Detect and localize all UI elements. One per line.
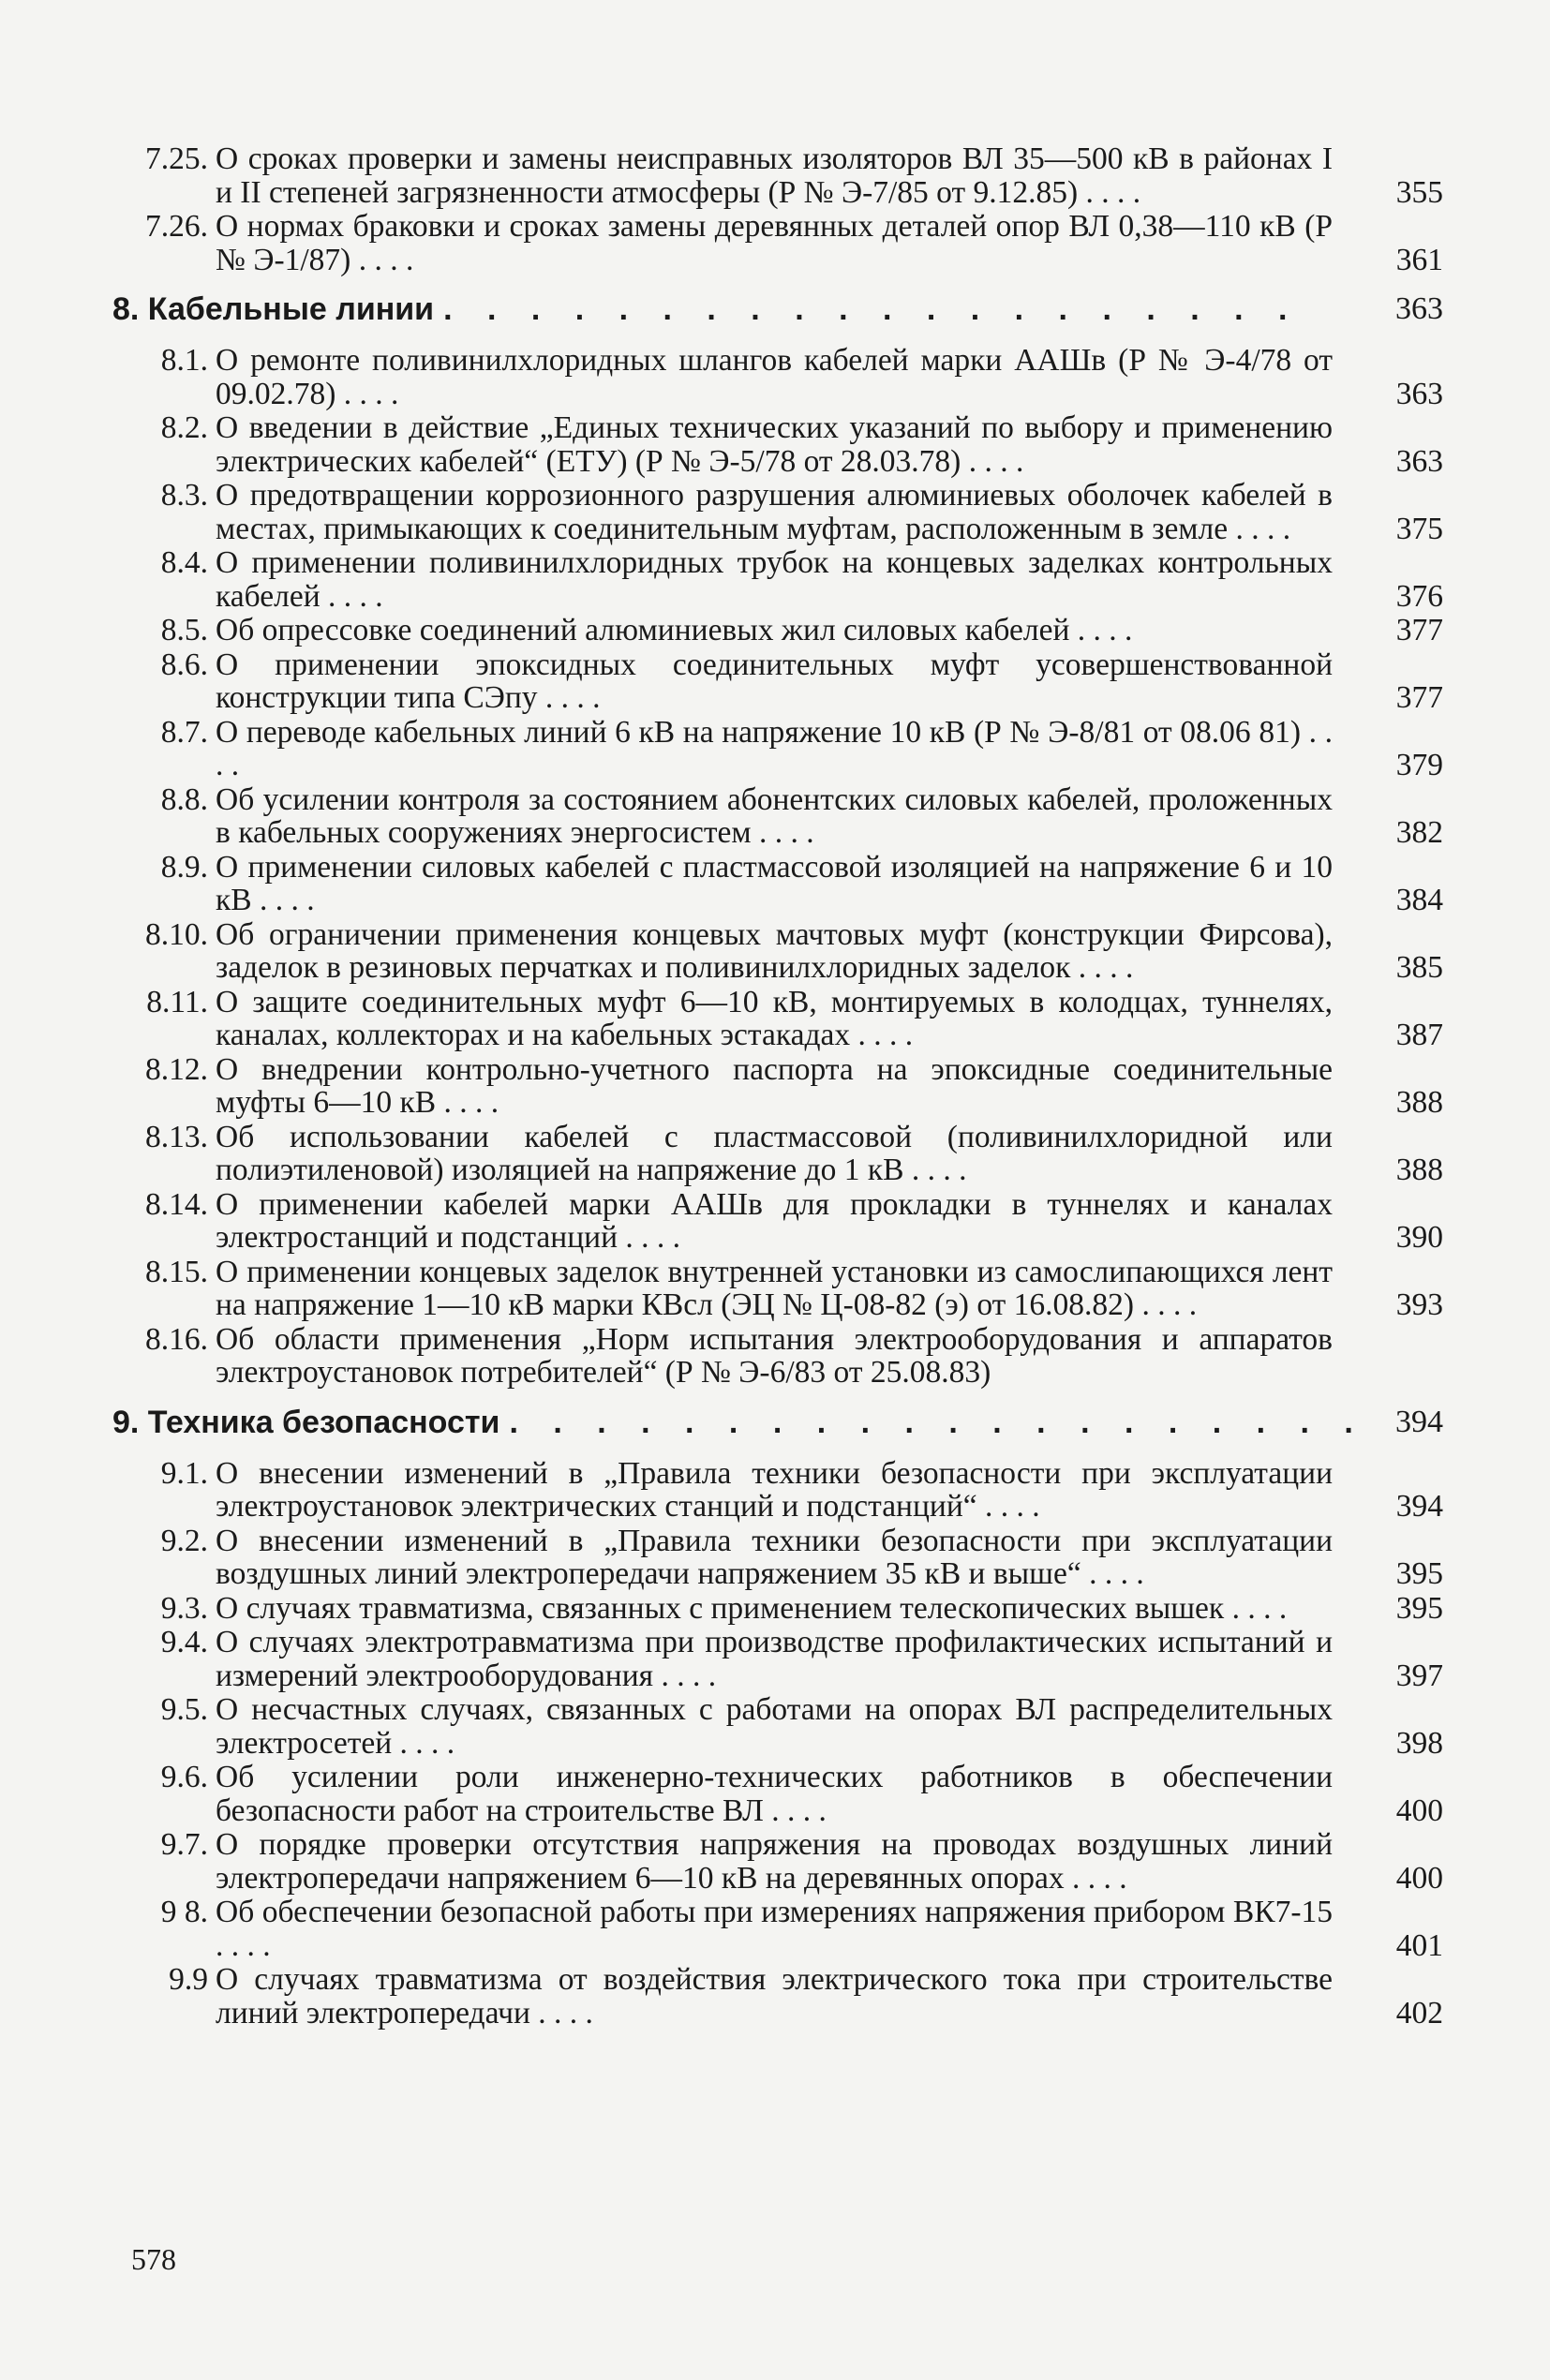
toc-entry-number: 8.4. xyxy=(160,545,208,580)
toc-entry-title: О внесении изменений в „Правила техники безопасности при эксплуатации воздушных линий электропередачи напряжением 35 кВ и выше“ xyxy=(216,1523,1333,1591)
toc-entry xyxy=(112,1525,1443,1591)
toc-entry-number: 9.6. xyxy=(160,1760,208,1794)
toc-entry-title: О несчастных случаях, связанных с работами на опорах ВЛ распределительных электросетей xyxy=(216,1692,1333,1761)
leader-dots: . . . . xyxy=(392,1725,455,1761)
toc-page-number: 363 xyxy=(1395,443,1443,479)
toc-entry-body xyxy=(216,1626,1333,1692)
toc-entry-title: О порядке проверки отсутствия напряжения на проводах воздушных линий электропередачи напряжением 6—10 кВ на деревянных опорах xyxy=(216,1827,1333,1896)
toc-entry xyxy=(112,344,1443,410)
leader-dots: . . . . xyxy=(1224,1590,1288,1626)
toc-entry-body xyxy=(216,851,1333,917)
toc-entry xyxy=(112,1592,1443,1626)
toc-entry-number: 8.11. xyxy=(146,984,208,1019)
toc-page-number: 401 xyxy=(1395,1927,1443,1963)
toc-entry-title: О случаях травматизма, связанных с применением телескопических вышек xyxy=(216,1590,1225,1626)
toc-entry xyxy=(112,479,1443,545)
toc-entry-title: О применении концевых заделок внутренней установки из самослипающихся лент на напряжение 1—10 кВ марки КВсл (ЭЦ № Ц-08-82 (э) от 16.08.82) xyxy=(216,1254,1333,1322)
toc-entry-title: О внесении изменений в „Правила техники безопасности при эксплуатации электроустановок электрических станций и подстанций“ xyxy=(216,1455,1333,1524)
toc-page-number: 393 xyxy=(1395,1287,1443,1322)
toc-page-number: 397 xyxy=(1395,1658,1443,1693)
toc-page-number: 377 xyxy=(1395,613,1443,647)
section-heading-title: 9. Техника безопасности xyxy=(112,1404,500,1440)
leader-dots: . . . . xyxy=(961,443,1024,479)
leader-dots: . . . . xyxy=(335,376,399,411)
table-of-contents xyxy=(112,142,1443,2030)
toc-entry-body xyxy=(216,1323,1333,1390)
toc-entry xyxy=(112,716,1443,782)
toc-entry-number: 8.8. xyxy=(160,781,208,817)
toc-entry-title: Об усилении контроля за состоянием абонентских силовых кабелей, проложенных в кабельных сооружениях энергосистем xyxy=(216,781,1333,850)
toc-page-number: 363 xyxy=(1395,291,1443,326)
toc-entry xyxy=(112,1053,1443,1120)
toc-page-number: 400 xyxy=(1395,1860,1443,1896)
toc-page-number: 377 xyxy=(1395,680,1443,715)
toc-entry xyxy=(112,1188,1443,1255)
toc-page-number: 400 xyxy=(1395,1792,1443,1828)
toc-page-number: 395 xyxy=(1395,1556,1443,1591)
toc-page-number: 361 xyxy=(1395,242,1443,277)
toc-entry-number: 7.26. xyxy=(145,209,208,244)
leader-dots: . . . . xyxy=(903,1153,967,1187)
toc-entry-number: 8.13. xyxy=(145,1119,208,1154)
leader-dots: . . . . xyxy=(537,680,601,715)
toc-entry-body xyxy=(216,1592,1333,1626)
toc-entry-body xyxy=(216,1963,1333,2030)
toc-page-number: 384 xyxy=(1395,883,1443,917)
toc-entry-body xyxy=(216,1256,1333,1322)
toc-entry-body xyxy=(216,1896,1333,1962)
toc-page-number: 385 xyxy=(1395,950,1443,985)
toc-entry-body xyxy=(216,1828,1333,1895)
toc-page-number: 402 xyxy=(1395,1995,1443,2030)
toc-entry-number: 7.25. xyxy=(145,141,208,176)
toc-entry-number: 9.2. xyxy=(160,1523,208,1558)
leader-dots: . . . . xyxy=(350,242,414,277)
toc-entry-title: О защите соединительных муфт 6—10 кВ, монтируемых в колодцах, туннелях, каналах, коллекторах и на кабельных эстакадах xyxy=(216,984,1333,1052)
toc-entry-body xyxy=(216,986,1333,1052)
toc-entry-number: 9.3. xyxy=(160,1590,208,1626)
toc-entry xyxy=(112,1828,1443,1895)
toc-entry-title: О внедрении контрольно-учетного паспорта на эпоксидные соединительные муфты 6—10 кВ xyxy=(216,1051,1333,1120)
toc-entry-body xyxy=(216,614,1333,647)
toc-entry-body xyxy=(216,1121,1333,1187)
toc-entry-title: О ремонте поливинилхлоридных шлангов кабелей марки ААШв (Р № Э-4/78 от 09.02.78) xyxy=(216,343,1333,411)
toc-page-number: 355 xyxy=(1395,174,1443,210)
toc-entry-number: 8.1. xyxy=(160,343,208,378)
leader-dots: . . . . xyxy=(653,1658,717,1693)
toc-entry xyxy=(112,1256,1443,1322)
toc-entry-number: 9.9 xyxy=(169,1962,208,1997)
toc-entry-body xyxy=(216,411,1333,478)
leader-dots: . . . . xyxy=(850,1018,914,1052)
toc-entry-body xyxy=(216,210,1333,276)
section-heading-title: 8. Кабельные линии xyxy=(112,291,435,327)
leader-dots: . . . . xyxy=(618,1220,681,1255)
toc-entry xyxy=(112,1323,1443,1390)
toc-page-number: 388 xyxy=(1395,1085,1443,1120)
toc-entry-body xyxy=(216,783,1333,850)
toc-entry-title: О применении эпоксидных соединительных муфт усовершенствованной конструкции типа СЭпу xyxy=(216,647,1333,715)
toc-page-number: 375 xyxy=(1395,511,1443,546)
toc-entry xyxy=(112,986,1443,1052)
toc-entry-number: 8.6. xyxy=(160,647,208,682)
leader-dots: . . . . xyxy=(216,1927,271,1963)
toc-entry-number: 8.14. xyxy=(145,1186,208,1222)
toc-entry-number: 8.2. xyxy=(160,410,208,445)
leader-dots: . . . . xyxy=(251,883,315,917)
toc-entry-number: 9.5. xyxy=(160,1692,208,1727)
toc-page-number: 382 xyxy=(1395,815,1443,850)
toc-entry-body xyxy=(216,918,1333,985)
toc-entry-body xyxy=(216,1457,1333,1524)
toc-entry-title: О предотвращении коррозионного разрушения алюминиевых оболочек кабелей в местах, примыкающих к соединительным муфтам, расположенным в земле xyxy=(216,478,1333,546)
toc-entry-body xyxy=(216,1761,1333,1827)
toc-entry xyxy=(112,142,1443,209)
toc-entry-body xyxy=(216,648,1333,715)
toc-entry xyxy=(112,851,1443,917)
leader-dots: . . . . xyxy=(1081,1556,1144,1591)
toc-entry xyxy=(112,1761,1443,1827)
section-heading xyxy=(112,1405,1443,1440)
toc-entry-body xyxy=(216,546,1333,613)
toc-entry xyxy=(112,411,1443,478)
toc-page-number: 394 xyxy=(1395,1404,1443,1439)
toc-page-number: 394 xyxy=(1395,1489,1443,1524)
toc-entry xyxy=(112,1693,1443,1760)
leader-dots: . . . . . . . . . . . . . . . . . . . . xyxy=(509,1404,1366,1440)
leader-dots: . . . . xyxy=(1134,1287,1198,1322)
toc-entry-number: 9.7. xyxy=(160,1827,208,1862)
toc-entry xyxy=(112,1121,1443,1187)
toc-entry-number: 8.3. xyxy=(160,478,208,513)
toc-entry-title: О нормах браковки и сроках замены деревянных деталей опор ВЛ 0,38—110 кВ (Р № Э-1/87) xyxy=(216,209,1333,277)
toc-entry-number: 8.7. xyxy=(160,714,208,750)
toc-entry-number: 8.16. xyxy=(145,1321,208,1357)
toc-page-number: 398 xyxy=(1395,1725,1443,1761)
leader-dots: . . . . xyxy=(1064,1860,1127,1896)
toc-entry-title: О случаях травматизма от воздействия электрического тока при строительстве линий электропередачи xyxy=(216,1962,1333,2030)
toc-page-number: 376 xyxy=(1395,578,1443,614)
toc-entry xyxy=(112,783,1443,850)
toc-entry-body xyxy=(216,479,1333,545)
toc-page-number: 395 xyxy=(1395,1590,1443,1626)
toc-entry-number: 8.5. xyxy=(160,613,208,647)
toc-entry-body xyxy=(216,1188,1333,1255)
toc-entry xyxy=(112,1457,1443,1524)
leader-dots: . . . . xyxy=(1078,174,1141,210)
toc-entry-title: О случаях электротравматизма при производстве профилактических испытаний и измерений электрооборудования xyxy=(216,1625,1333,1693)
toc-entry xyxy=(112,210,1443,276)
toc-page-number: 387 xyxy=(1395,1018,1443,1052)
toc-entry xyxy=(112,614,1443,647)
toc-entry-body xyxy=(216,1053,1333,1120)
toc-page-number: 390 xyxy=(1395,1220,1443,1255)
toc-entry-number: 9 8. xyxy=(160,1895,208,1929)
section-heading xyxy=(112,291,1443,327)
leader-dots: . . . . xyxy=(1228,511,1291,546)
toc-entry-body xyxy=(216,1525,1333,1591)
toc-entry-number: 8.12. xyxy=(145,1051,208,1087)
toc-entry-title: О переводе кабельных линий 6 кВ на напряжение 10 кВ (Р № Э-8/81 от 08.06 81) xyxy=(216,714,1301,750)
toc-entry-number: 9.1. xyxy=(160,1455,208,1491)
toc-entry-number: 9.4. xyxy=(160,1625,208,1659)
leader-dots: . . . . xyxy=(320,578,383,614)
toc-entry-title: Об ограничении применения концевых мачтовых муфт (конструкции Фирсова), заделок в резиновых перчатках и поливинилхлоридных заделок xyxy=(216,916,1333,985)
leader-dots: . . . . xyxy=(1070,950,1134,985)
toc-entry-number: 8.15. xyxy=(145,1254,208,1289)
page-number: 578 xyxy=(131,2242,176,2276)
toc-entry-body xyxy=(216,344,1333,410)
toc-entry-title: О применении поливинилхлоридных трубок на концевых заделках контрольных кабелей xyxy=(216,545,1333,614)
toc-entry-title: Об обеспечении безопасной работы при измерениях напряжения прибором ВК7-15 xyxy=(216,1895,1333,1929)
toc-entry-body xyxy=(216,716,1333,782)
toc-entry-title: О введении в действие „Единых технических указаний по выбору и применению электрических кабелей“ (ЕТУ) (Р № Э-5/78 от 28.03.78) xyxy=(216,410,1333,479)
toc-entry-title: Об опрессовке соединений алюминиевых жил силовых кабелей xyxy=(216,613,1070,647)
toc-entry-number: 8.10. xyxy=(145,916,208,952)
toc-entry xyxy=(112,918,1443,985)
toc-entry-title: О сроках проверки и замены неисправных изоляторов ВЛ 35—500 кВ в районах I и II степеней загрязненности атмосферы (Р № Э-7/85 от 9.12.85) xyxy=(216,141,1333,210)
toc-entry-body xyxy=(216,1693,1333,1760)
leader-dots: . . . . . . . . . . . . . . . . . . . . xyxy=(443,291,1301,327)
leader-dots: . . . . xyxy=(976,1489,1040,1524)
toc-page-number: 363 xyxy=(1395,376,1443,411)
toc-page-number: 379 xyxy=(1395,748,1443,782)
leader-dots: . . . . xyxy=(763,1792,827,1828)
toc-entry xyxy=(112,1626,1443,1692)
toc-entry xyxy=(112,546,1443,613)
leader-dots: . . . . xyxy=(1069,613,1133,647)
toc-entry xyxy=(112,648,1443,715)
toc-entry xyxy=(112,1963,1443,2030)
toc-entry xyxy=(112,1896,1443,1962)
leader-dots: . . . . xyxy=(751,815,814,850)
toc-entry-number: 8.9. xyxy=(160,849,208,885)
toc-entry-title: Об использовании кабелей с пластмассовой (поливинилхлоридной или полиэтиленовой) изоляцией на напряжение до 1 кВ xyxy=(216,1119,1333,1187)
leader-dots: . . . . xyxy=(216,714,1334,782)
toc-entry-title: О применении кабелей марки ААШв для прокладки в туннелях и каналах электростанций и подстанций xyxy=(216,1186,1333,1255)
leader-dots: . . . . xyxy=(436,1085,499,1120)
toc-page-number: 388 xyxy=(1395,1153,1443,1187)
leader-dots: . . . . xyxy=(529,1995,593,2030)
toc-entry-title: Об усилении роли инженерно-технических работников в обеспечении безопасности работ на строительстве ВЛ xyxy=(216,1760,1333,1828)
toc-entry-title: Об области применения „Норм испытания электрооборудования и аппаратов электроустановок потребителей“ (Р № Э-6/83 от 25.08.83) xyxy=(216,1321,1333,1390)
toc-entry-body xyxy=(216,142,1333,209)
toc-entry-title: О применении силовых кабелей с пластмассовой изоляцией на напряжение 6 и 10 кВ xyxy=(216,849,1333,917)
